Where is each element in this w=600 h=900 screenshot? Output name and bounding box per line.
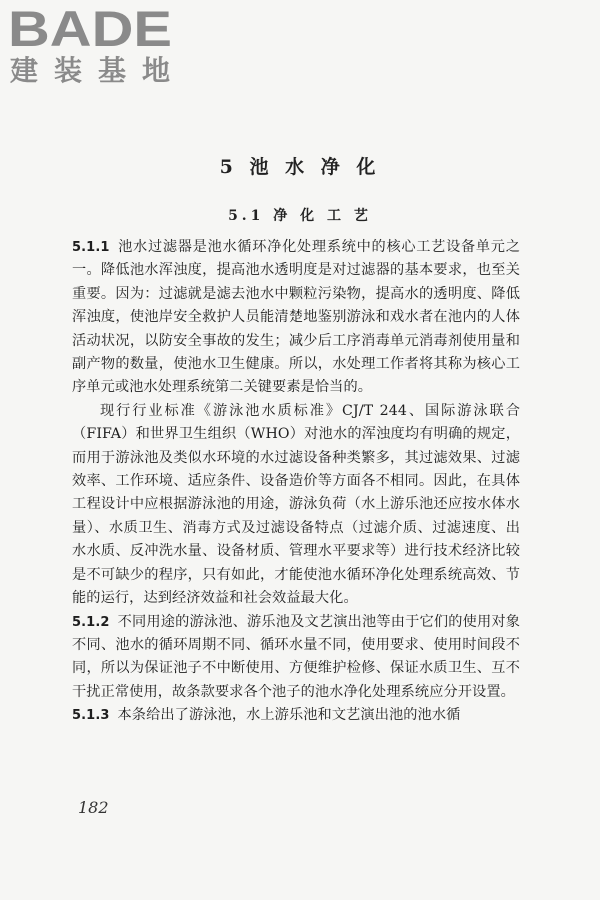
- paragraph-text: 本条给出了游泳池，水上游乐池和文艺演出池的池水循: [117, 707, 461, 724]
- section-title: 5.1 净 化 工 艺: [228, 208, 372, 224]
- page-number: 182: [78, 798, 109, 817]
- paragraph-text: 池水过滤器是池水循环净化处理系统中的核心工艺设备单元之一。降低池水浑浊度，提高池水透明度是对过滤器的基本要求，也至关重要。因为：过滤就是滤去池水中颗粒污染物，提高水的透明度、降低浑浊度，使池岸安全救护人员能清楚地鉴别游泳和戏水者在池内的人体活动状况，以防安全事故的发生；减少后工序消毒单元消毒剂使用量和副产物的数量，使池水卫生健康。所以，水处理工作者将其称为核心工序单元或池水处理系统第二关键要素是恰当的。: [72, 239, 520, 396]
- paragraph-5-1-2: [72, 611, 520, 705]
- paragraph-standards: [72, 400, 520, 611]
- logo-brand: BADE: [8, 2, 172, 57]
- paragraph-5-1-3: [72, 704, 520, 727]
- clause-number: 5.1.3: [72, 708, 110, 724]
- clause-number: 5.1.1: [72, 240, 110, 255]
- bade-logo: [6, 2, 176, 84]
- paragraph-text: 现行行业标准《游泳池水质标准》CJ/T 244、国际游泳联合（FIFA）和世界卫生组织（WHO）对池水的浑浊度均有明确的规定，而用于游泳池及类似水环境的水过滤设备种类繁多，其过滤效果、过滤效率、工作环境、适应条件、设备造价等方面各不相同。因此，在具体工程设计中应根据游泳池的用途，游泳负荷（水上游乐池还应按水体水量）、水质卫生、消毒方式及过滤设备特点（过滤介质、过滤速度、出水水质、反冲洗水量、设备材质、管理水平要求等）进行技术经济比较是不可缺少的程序，只有如此，才能使池水循环净化处理系统高效、节能的运行，达到经济效益和社会效益最大化。: [72, 402, 520, 607]
- paragraph-5-1-1: [72, 236, 520, 400]
- body-text: [72, 236, 520, 728]
- clause-number: 5.1.2: [72, 614, 110, 630]
- paragraph-text: 不同用途的游泳池、游乐池及文艺演出池等由于它们的使用对象不同、池水的循环周期不同、循环水量不同，使用要求、使用时间段不同，所以为保证池子不中断使用、方便维护检修、保证水质卫生、互不干扰正常使用，故条款要求各个池子的池水净化处理系统应分开设置。: [72, 613, 520, 700]
- chapter-title: 5 池 水 净 化: [219, 156, 381, 178]
- logo-tagline: 建装基地: [10, 54, 170, 84]
